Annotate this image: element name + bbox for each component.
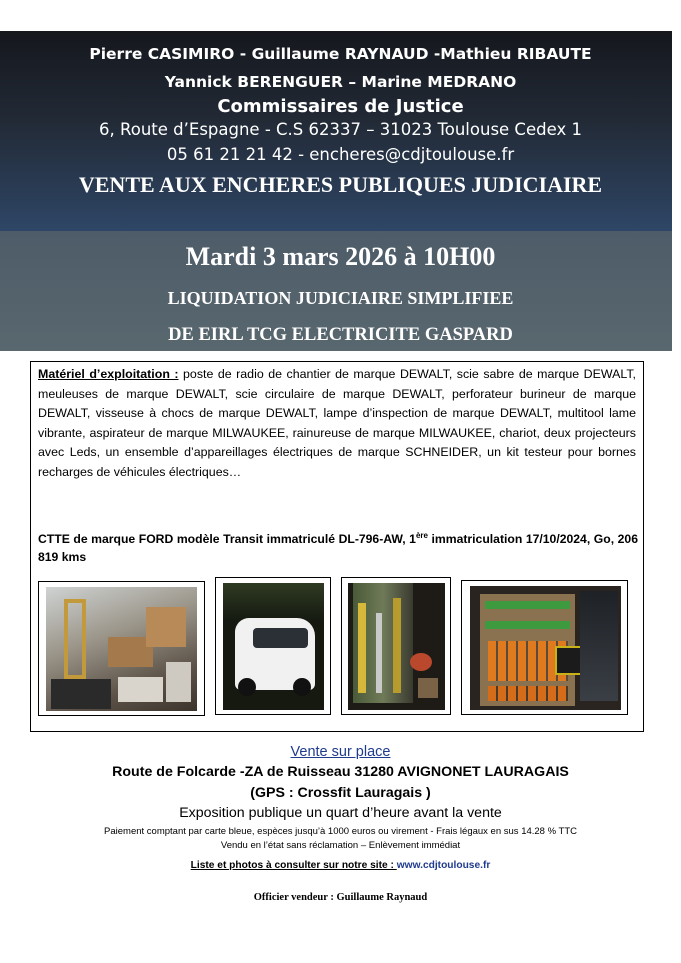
photo-workshop-image	[46, 587, 197, 711]
venue-title: Vente sur place	[290, 744, 391, 760]
payment-terms: Paiement comptant par carte bleue, espèces jusqu’à 1000 euros ou virement - Frais légaux en sus 14.28 % TTC	[104, 826, 577, 837]
profession-title: Commissaires de Justice	[217, 96, 464, 117]
company-name: DE EIRL TCG ELECTRICITE GASPARD	[168, 325, 513, 345]
sale-conditions: Vendu en l’état sans réclamation – Enlèvement immédiat	[220, 840, 461, 851]
photo-van-image	[223, 583, 324, 710]
material-text: poste de radio de chantier de marque DEWALT, scie sabre de marque DEWALT, meuleuses de marque DEWALT, scie circulaire de marque DEWALT, perforateur burineur de marque DEWALT, visseuse à chocs de marque DEWALT, lampe d’inspection de marque DEWALT, multitool lame vibrante, aspirateur de marque MILWAUKEE, rainureuse de marque MILWAUKEE, chariot, deux projecteurs avec Leds, un ensemble d’appareillages électriques de marque SCHNEIDER, un kit testeur pour bornes recharges de véhicules électriques…	[38, 367, 636, 479]
website-line	[0, 860, 681, 871]
venue-gps: (GPS : Crossfit Lauragais )	[250, 785, 431, 801]
vehicle-superscript: ère	[415, 531, 428, 540]
website-prefix: Liste et photos à consulter sur notre site :	[190, 860, 397, 871]
vehicle-text-part2: immatriculation 17/10/2024, Go, 206 819 kms	[38, 532, 638, 565]
names-line-2: Yannick BERENGUER – Marine MEDRANO	[164, 73, 517, 91]
contact-line: 05 61 21 21 42 - encheres@cdjtoulouse.fr	[166, 145, 515, 164]
website-link[interactable]: www.cdjtoulouse.fr	[396, 860, 491, 871]
photo-van-interior-image	[348, 583, 445, 710]
sale-type-title: VENTE AUX ENCHERES PUBLIQUES JUDICIAIRE	[78, 172, 603, 197]
vehicle-text-part1: CTTE de marque FORD modèle Transit immatriculé DL-796-AW, 1	[38, 532, 416, 547]
vehicle-description	[38, 527, 638, 566]
office-address: 6, Route d’Espagne - C.S 62337 – 31023 Toulouse Cedex 1	[99, 120, 582, 139]
photo-van	[215, 577, 331, 715]
venue-address: Route de Folcarde -ZA de Ruisseau 31280 AVIGNONET LAURAGAIS	[112, 764, 569, 780]
selling-officer: Officier vendeur : Guillaume Raynaud	[253, 892, 428, 903]
procedure-title: LIQUIDATION JUDICIAIRE SIMPLIFIEE	[167, 288, 514, 308]
sale-date: Mardi 3 mars 2026 à 10H00	[185, 242, 496, 271]
photo-shelves-image	[470, 586, 621, 710]
material-label: Matériel d’exploitation :	[38, 367, 179, 381]
photo-van-interior	[341, 577, 451, 715]
photo-shelves	[461, 580, 628, 715]
names-line-1: Pierre CASIMIRO - Guillaume RAYNAUD -Mathieu RIBAUTE	[89, 45, 592, 63]
photo-workshop	[38, 581, 205, 716]
material-description	[38, 365, 636, 483]
exposition-text: Exposition publique un quart d’heure avant la vente	[179, 805, 502, 821]
